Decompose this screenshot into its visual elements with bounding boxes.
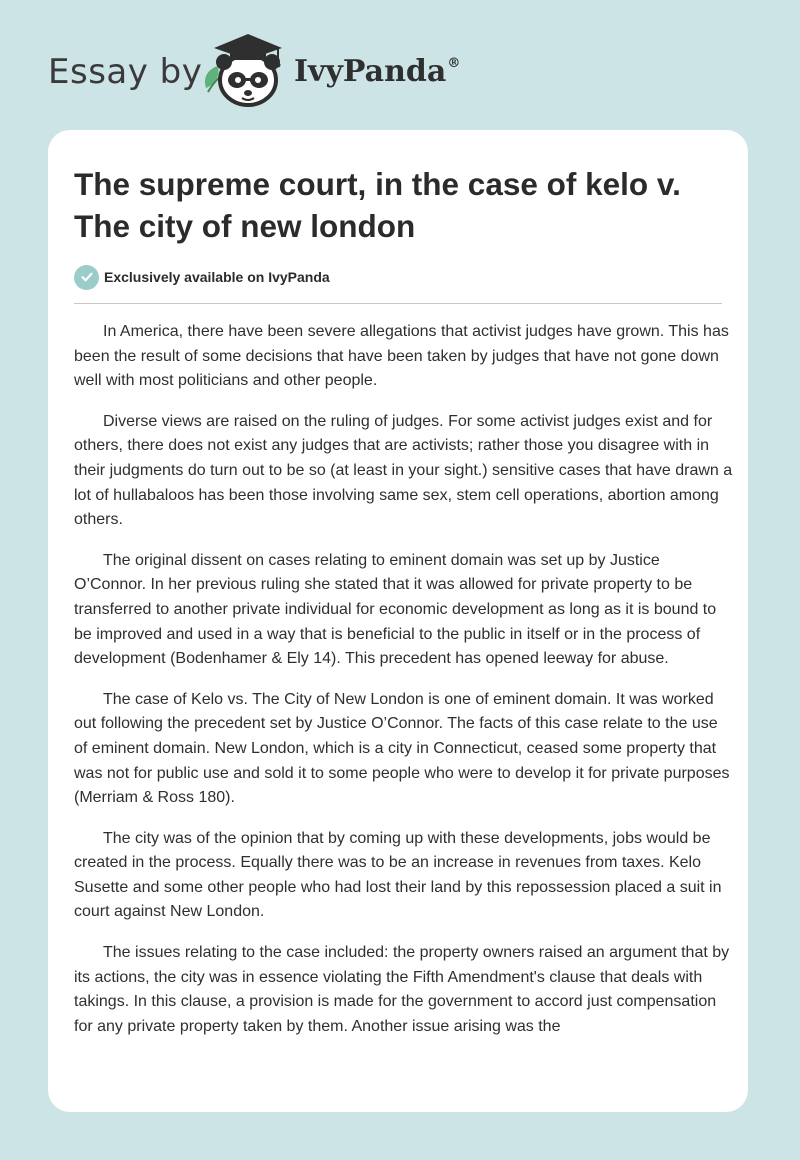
divider: [74, 303, 722, 304]
exclusive-badge: [74, 264, 330, 290]
paragraph: The issues relating to the case included: the property owners raised an argument that by its actions, the city was in essence violating the Fifth Amendment's clause that deals with takings. In this clause, a provision is made for the government to accord just compensation for any private property taken by them. Another issue arising was the: [74, 944, 730, 1035]
paragraph: The city was of the opinion that by coming up with these developments, jobs would be created in the process. Equally there was to be an increase in revenues from taxes. Kelo Susette and some other people who had lost their land by this repossession placed a suit in court against New London.: [74, 829, 722, 921]
essay-by-label: Essay by: [48, 52, 203, 92]
essay-body: [74, 320, 734, 1055]
brand-name: IvyPanda: [294, 54, 447, 89]
paragraph: In America, there have been severe allegations that activist judges have grown. This has been the result of some decisions that have been taken by judges that have not gone down well with most politicians and other people.: [74, 323, 729, 390]
page-title: The supreme court, in the case of kelo v. The city of new london: [74, 166, 681, 244]
panda-graduate-icon[interactable]: [200, 30, 286, 110]
paragraph: The case of Kelo vs. The City of New London is one of eminent domain. It was worked out following the precedent set by Justice O’Connor. The facts of this case relate to the use of eminent domain. New London, which is a city in Connecticut, ceased some property that was not for public use and sold it to some people who were to develop it for private purposes (Merriam & Ross 180).: [74, 690, 730, 807]
brand-logo-text[interactable]: [294, 54, 460, 89]
site-header: [48, 30, 508, 110]
essay-card: [48, 130, 748, 1112]
paragraph: Diverse views are raised on the ruling of judges. For some activist judges exist and for others, there does not exist any judges that are activists; rather those you disagree with in their judgments do turn out to be so (at least in your sight.) sensitive cases that have drawn a lot of hullabaloos has been those involving same sex, stem cell operations, abortion among others.: [74, 412, 733, 529]
exclusive-badge-text: Exclusively available on IvyPanda: [104, 269, 330, 285]
paragraph: The original dissent on cases relating to eminent domain was set up by Justice O’Connor. In her previous ruling she stated that it was allowed for private property to be transferred to another private individual for economic development as long as it is bound to be improved and used in a way that is beneficial to the public in itself or in the process of development (Bodenhamer & Ely 14). This precedent has opened leeway for abuse.: [74, 551, 717, 668]
check-circle-icon: [74, 265, 99, 290]
registered-mark: ®: [447, 56, 461, 71]
